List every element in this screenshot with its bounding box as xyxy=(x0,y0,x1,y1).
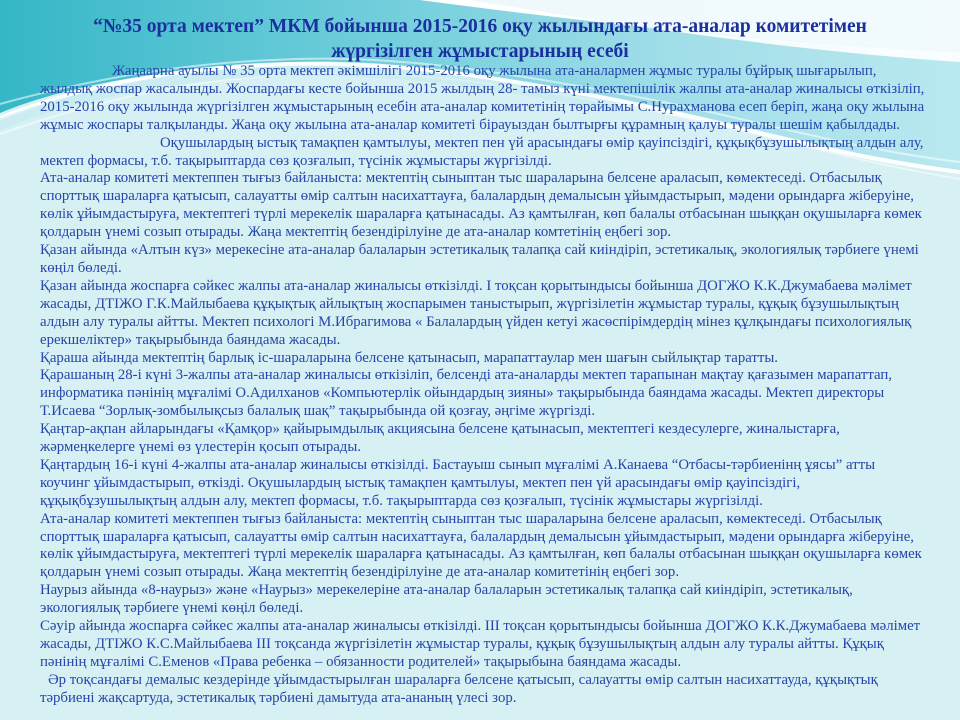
paragraph-conclusion: Әр тоқсандағы демалыс кездерінде ұйымдастырылған шараларға белсене қатысып, салауатты өмір салтын насихаттауда, құқықтық тәрбиені жақсартуда, эстетикалық тәрбиені дамытуда ата-ананың үлесі зор. xyxy=(40,671,878,706)
paragraph-committee-support-2: Ата-аналар комитеті мектеппен тығыз байланыста: мектептің сыныптан тыс шараларына белсене араласып, көмектеседі. Отбасылық спорттық шараларға қатысып, салауатты өмір салтын насихаттауға, балалардың демалысын ұйымдастырып, мәдени орындарға жіберуіне, көлік ұйымдастыруға, мектептегі түрлі мерекелік шараларға қатынасады. Аз қамтылған, көп балалы отбасынан шыққан оқушыларға көмек қолдарын үнемі созып отырады. Жаңа мектептің безендірілуіне де ата-аналар комитетінің еңбегі зор. xyxy=(40,510,922,581)
paragraph-january-16-meeting: Қаңтардың 16-і күні 4-жалпы ата-аналар жиналысы өткізілді. Бастауыш сынып мұғалімі А.Канаева “Отбасы-тәрбиенінң ұясы” атты коучинг ұйымдастырып, өткізді. Оқушылардың ыстық тамақпен қамтылуы, мектеп пен үй арасындағы өмір қауіпсіздігі, құқықбұзушылықтың алдын алу, мектеп формасы, т.б. тақырыптарда сөз қозғалып, түсінік жұмыстары жүргізілді. xyxy=(40,456,876,509)
paragraph-opening-report: Жаңаарна ауылы № 35 орта мектеп әкімшілігі 2015-2016 оқу жылына ата-аналармен жұмыс туралы бұйрық шығарылып, жылдық жоспар жасалынды. Жоспардағы кесте бойынша 2015 жылдың 28- тамыз күні мектепішілік жалпы ата-аналар жиналысы өткізіліп, 2015-2016 оқу жылында жүргізілген жұмыстарының есебін ата-аналар комитетінің төрайымы С.Нурахманова есеп беріп, жаңа оқу жылына жұмыс жоспары талқыланды. Жаңа оқу жылына ата-аналар комитеті бірауыздан былтырғы құрамның қалуы туралы шешім қабылдады. xyxy=(40,63,925,133)
paragraph-student-safety: Оқушылардың ыстық тамақпен қамтылуы, мектеп пен үй арасындағы өмір қауіпсіздігі, құқықбұзушылықтың алдын алу, мектеп формасы, т.б. тақырыптарда сөз қозғалып, түсінік жұмыстары жүргізілді. xyxy=(40,134,924,169)
report-body xyxy=(40,63,926,708)
paragraph-qamqor-charity: Қаңтар-ақпан айларындағы «Қамқор» қайырымдылық акциясына белсене қатынасып, мектептегі кездесулерге, жиналыстарға, жәрмеңкелерге үнемі өз үлестерін қосып отырады. xyxy=(40,421,840,456)
paragraph-november-events: Қараша айында мектептің барлық іс-шараларына белсене қатынасып, марапаттаулар мен шағын сыйлықтар таратты. xyxy=(40,349,779,366)
paragraph-nauryz-holidays: Наурыз айында «8-наурыз» және «Наурыз» мерекелеріне ата-аналар балаларын эстетикалық талапқа сай киіндіріп, эстетикалық, экологиялық тәрбиеге үнемі көңіл бөледі. xyxy=(40,582,853,617)
paragraph-october-meeting: Қазан айында жоспарға сәйкес жалпы ата-аналар жиналысы өткізілді. І тоқсан қорытындысы бойынша ДОГЖО К.К.Джумабаева мәлімет жасады, ДТІЖО Г.К.Майлыбаева құқықтық айлықтың жоспарымен таныстырып, жүргізілетін жұмыстар туралы, құқық бұзушылықтың алдын алу туралы айтты. Мектеп психологі М.Ибрагимова « Балалардың үйден кетуі жасөспірімдердің мінез құлқындағы психологиялық ерекшеліктер» тақырыбында баяндама жасады. xyxy=(40,277,912,348)
paragraph-november-28-meeting: Қарашаның 28-і күні 3-жалпы ата-аналар жиналысы өткізіліп, белсенді ата-аналарды мектеп тарапынан мақтау қағазымен марапаттап, информатика пәнінің мұғалімі О.Адилханов «Компьютерлік ойындардың зияны» тақырыбында баяндама жасады. Мектеп директоры Т.Исаева “Зорлық-зомбылықсыз балалық шақ” тақырыбында ой қозғау, әңгіме жүргізді. xyxy=(40,367,893,420)
paragraph-altyn-kuz: Қазан айында «Алтын күз» мерекесіне ата-аналар балаларын эстетикалық талапқа сай киіндіріп, эстетикалық, экологиялық тәрбиеге үнемі көңіл бөледі. xyxy=(40,242,919,276)
paragraph-committee-support: Ата-аналар комитеті мектеппен тығыз байланыста: мектептің сыныптан тыс шараларына белсене араласып, көмектеседі. Отбасылық спорттық шараларға қатысып, салауатты өмір салтын насихаттауға, балалардың демалысын ұйымдастырып, мәдени орындарға жіберуіне, көлік ұйымдастыруға, мектептегі түрлі мерекелік шараларға қатынасады. Аз қамтылған, көп балалы отбасынан шыққан оқушыларға көмек қолдарын үнемі созып отырады. Жаңа мектептің безендірілуіне де ата-аналар комтетінің еңбегі зор. xyxy=(40,170,922,241)
paragraph-april-meeting: Сәуір айында жоспарға сәйкес жалпы ата-аналар жиналысы өткізілді. ІІІ тоқсан қорытындысы бойынша ДОГЖО К.К.Джумабаева мәлімет жасады, ДТІЖО К.С.Майлыбаева ІІІ тоқсанда жүргізілетін жұмыстар туралы, құқық бұзушылықтың алдын алу туралы айтты. Құқық пәнінің мұғалімі С.Еменов «Права ребенка – обязанности родителей» тақырыбына баяндама жасады. xyxy=(40,618,921,670)
slide-title: “№35 орта мектеп” МКМ бойынша 2015-2016 оқу жылындағы ата-аналар комитетімен жүргізілген жұмыстарының есебі xyxy=(93,16,867,62)
